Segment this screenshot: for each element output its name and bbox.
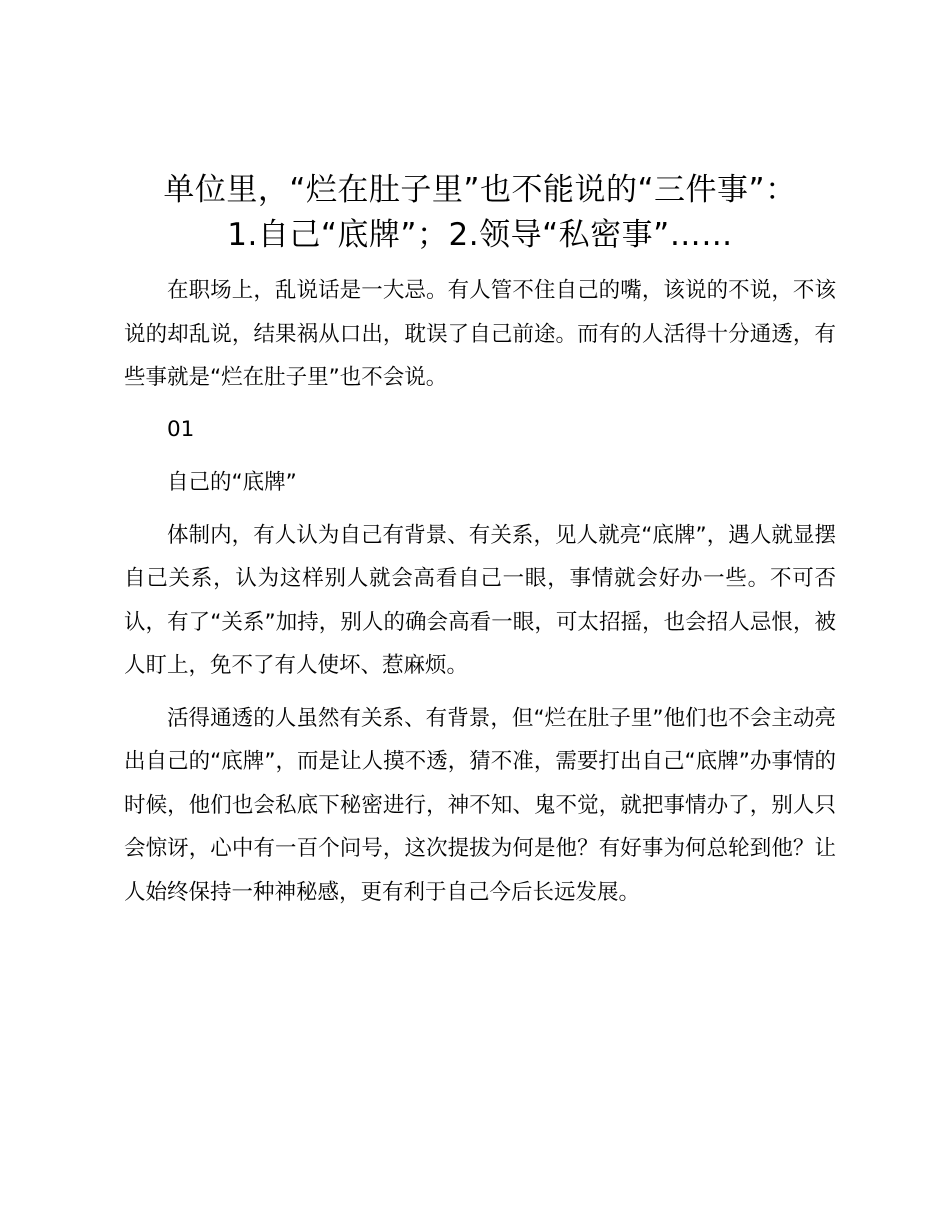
section-heading: 自己的“底牌” — [167, 470, 297, 495]
document-page — [124, 168, 836, 914]
intro-paragraph: 在职场上，乱说话是一大忌。有人管不住自己的嘴，该说的不说，不该说的却乱说，结果祸从口出，耽误了自己前途。而有的人活得十分通透，有些事就是“烂在肚子里”也不会说。 — [124, 278, 836, 390]
body-paragraph-2: 活得通透的人虽然有关系、有背景，但“烂在肚子里”他们也不会主动亮出自己的“底牌”，而是让人摸不透，猜不准，需要打出自己“底牌”办事情的时候，他们也会私底下秘密进行，神不知、鬼不觉，就把事情办了，别人只会惊讶，心中有一百个问号，这次提拔为何是他？有好事为何总轮到他？让人始终保持一种神秘感，更有利于自己今后长远发展。 — [124, 705, 836, 905]
section-number: 01 — [167, 416, 195, 442]
document-title — [124, 168, 836, 258]
title-line-1: 单位里，“烂在肚子里”也不能说的“三件事”： — [163, 172, 797, 208]
body-paragraph-1: 体制内，有人认为自己有背景、有关系，见人就亮“底牌”，遇人就显摆自己关系，认为这样别人就会高看自己一眼，事情就会好办一些。不可否认，有了“关系”加持，别人的确会高看一眼，可太招摇，也会招人忌恨，被人盯上，免不了有人使坏、惹麻烦。 — [124, 522, 836, 678]
title-line-2: 1.自己“底牌”；2.领导“私密事”…… — [227, 217, 733, 253]
